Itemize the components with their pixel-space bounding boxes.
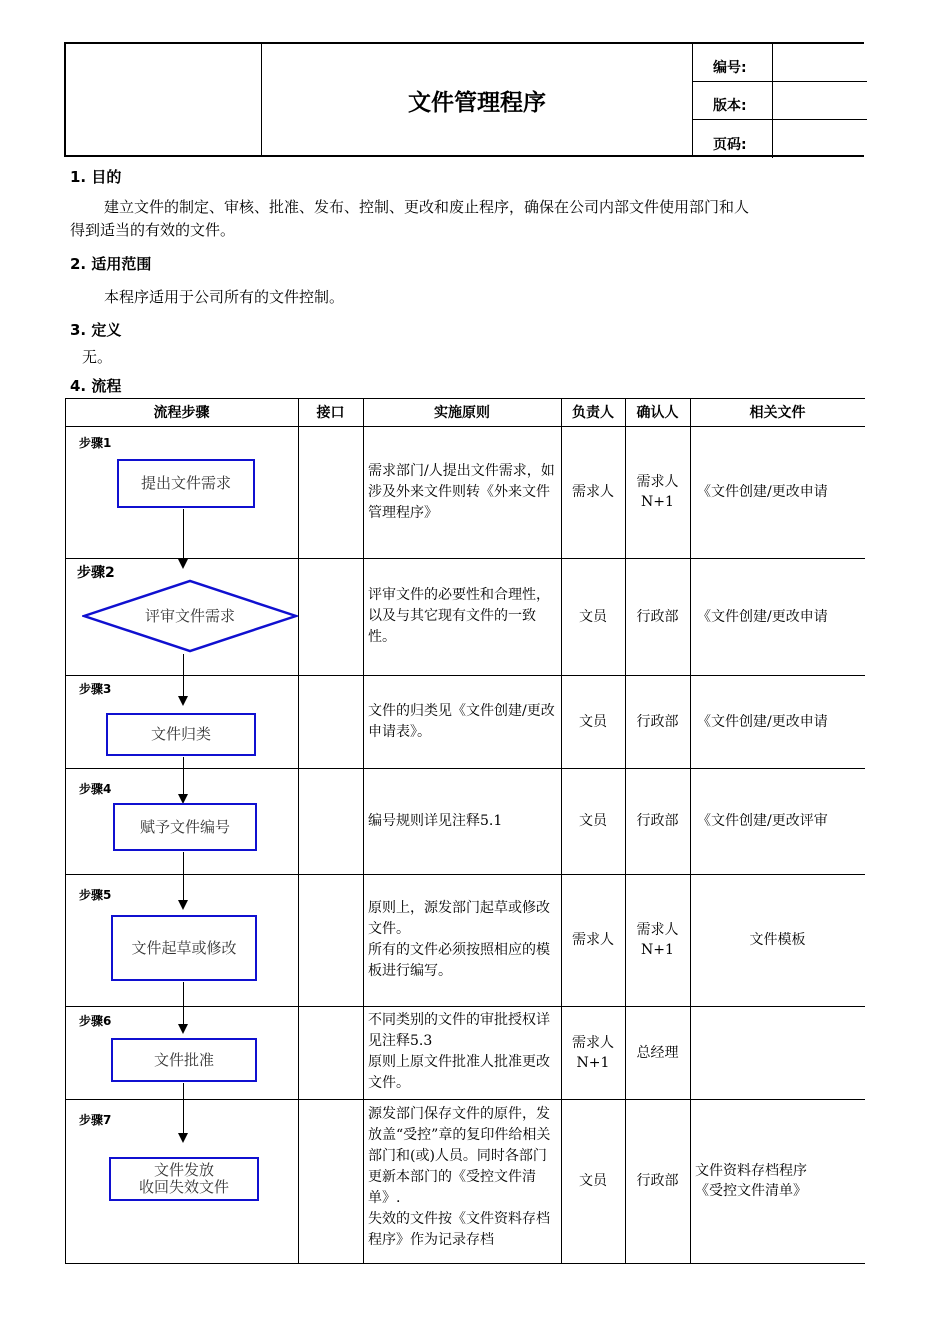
- flow-box-request: 提出文件需求: [117, 459, 255, 508]
- related-doc-cell: 文件资料存档程序 《受控文件清单》: [695, 1163, 807, 1199]
- step-label: 步骤1: [79, 436, 112, 450]
- section-process-title: 4. 流程: [70, 377, 122, 395]
- section-purpose-text-cont: 得到适当的有效的文件。: [70, 221, 236, 239]
- section-definition-title: 3. 定义: [70, 321, 122, 339]
- flow-box-classify: 文件归类: [106, 713, 256, 756]
- confirmer-cell: 行政部: [636, 1173, 679, 1189]
- confirmer-cell: 行政部: [636, 813, 679, 829]
- flow-box-number: 赋予文件编号: [113, 803, 257, 851]
- meta-row-version: [693, 82, 867, 120]
- flow-diamond-label: 评审文件需求: [144, 607, 235, 625]
- flow-arrow: [183, 654, 184, 704]
- related-doc-cell: 《文件创建/更改评审: [697, 813, 828, 829]
- flow-box-distribute: 文件发放 收回失效文件: [109, 1157, 259, 1201]
- confirmer-cell: 行政部: [636, 713, 679, 730]
- confirmer-cell: 行政部: [636, 608, 679, 625]
- owner-cell: 文员: [579, 813, 607, 829]
- owner-cell: 需求人 N+1: [572, 1034, 614, 1071]
- col-header-step: 流程步骤: [153, 405, 210, 421]
- logo-area: [66, 44, 262, 157]
- flow-arrow: [183, 509, 184, 567]
- step-label: 步骤7: [79, 1113, 112, 1127]
- principle-cell: 文件的归类见《文件创建/更改申请表》。: [368, 703, 555, 740]
- col-header-principle: 实施原则: [434, 405, 490, 421]
- flow-arrow: [183, 982, 184, 1032]
- related-doc-cell: 《文件创建/更改申请: [697, 608, 828, 625]
- col-header-owner: 负责人: [572, 405, 614, 421]
- meta-row-number: [693, 44, 867, 82]
- section-purpose-text: 建立文件的制定、审核、批准、发布、控制、更改和废止程序，确保在公司内部文件使用部门和人: [104, 198, 750, 216]
- process-table: [65, 398, 865, 1264]
- meta-label: 页码:: [693, 120, 773, 158]
- confirmer-cell: 需求人 N+1: [636, 474, 679, 510]
- owner-cell: 需求人: [572, 932, 614, 948]
- confirmer-cell: 总经理: [636, 1044, 679, 1061]
- step-label: 步骤6: [79, 1014, 112, 1028]
- flow-arrow: [183, 1083, 184, 1141]
- principle-cell: 不同类别的文件的审批授权详见注释5.3 原则上原文件批准人批准更改文件。: [368, 1012, 550, 1091]
- related-doc-cell: 《文件创建/更改申请: [697, 713, 828, 730]
- step-label: 步骤3: [79, 682, 112, 696]
- meta-label: 版本:: [693, 82, 773, 119]
- flow-arrow: [183, 757, 184, 802]
- flow-arrow: [183, 852, 184, 908]
- document-header: [64, 42, 864, 157]
- principle-cell: 原则上，源发部门起草或修改文件。 所有的文件必须按照相应的模板进行编写。: [368, 900, 550, 979]
- owner-cell: 文员: [579, 608, 607, 625]
- col-header-confirmer: 确认人: [636, 405, 679, 421]
- step-label: 步骤5: [79, 888, 112, 902]
- col-header-interface: 接口: [316, 405, 345, 421]
- related-doc-cell: 《文件创建/更改申请: [697, 484, 828, 500]
- principle-cell: 评审文件的必要性和合理性，以及与其它现有文件的一致性。: [368, 587, 550, 645]
- step-label: 步骤4: [79, 782, 112, 796]
- meta-label: 编号:: [693, 44, 773, 81]
- section-scope-text: 本程序适用于公司所有的文件控制。: [104, 288, 345, 306]
- document-title: 文件管理程序: [408, 90, 546, 116]
- principle-cell: 源发部门保存文件的原件，发放盖“受控”章的复印件给相关部门和(或)人员。同时各部门更新本部门的《受控文件清单》. 失效的文件按《文件资料存档程序》作为记录存档: [368, 1106, 551, 1248]
- owner-cell: 需求人: [572, 484, 614, 500]
- section-scope-title: 2. 适用范围: [70, 255, 152, 273]
- flow-box-approve: 文件批准: [111, 1038, 257, 1082]
- section-purpose-title: 1. 目的: [70, 168, 122, 186]
- col-header-related-docs: 相关文件: [749, 405, 806, 421]
- owner-cell: 文员: [579, 1173, 607, 1189]
- owner-cell: 文员: [579, 713, 607, 730]
- section-definition-text: 无。: [82, 348, 113, 366]
- document-meta: [692, 44, 867, 157]
- principle-cell: 需求部门/人提出文件需求，如涉及外来文件则转《外来文件管理程序》: [368, 463, 555, 521]
- step-label: 步骤2: [77, 565, 115, 581]
- related-doc-cell: [690, 1006, 865, 1099]
- related-doc-cell: 文件模板: [749, 932, 806, 948]
- flow-box-draft: 文件起草或修改: [111, 915, 257, 981]
- confirmer-cell: 需求人 N+1: [636, 922, 679, 958]
- meta-row-page: [693, 120, 867, 158]
- principle-cell: 编号规则详见注释5.1: [368, 813, 503, 829]
